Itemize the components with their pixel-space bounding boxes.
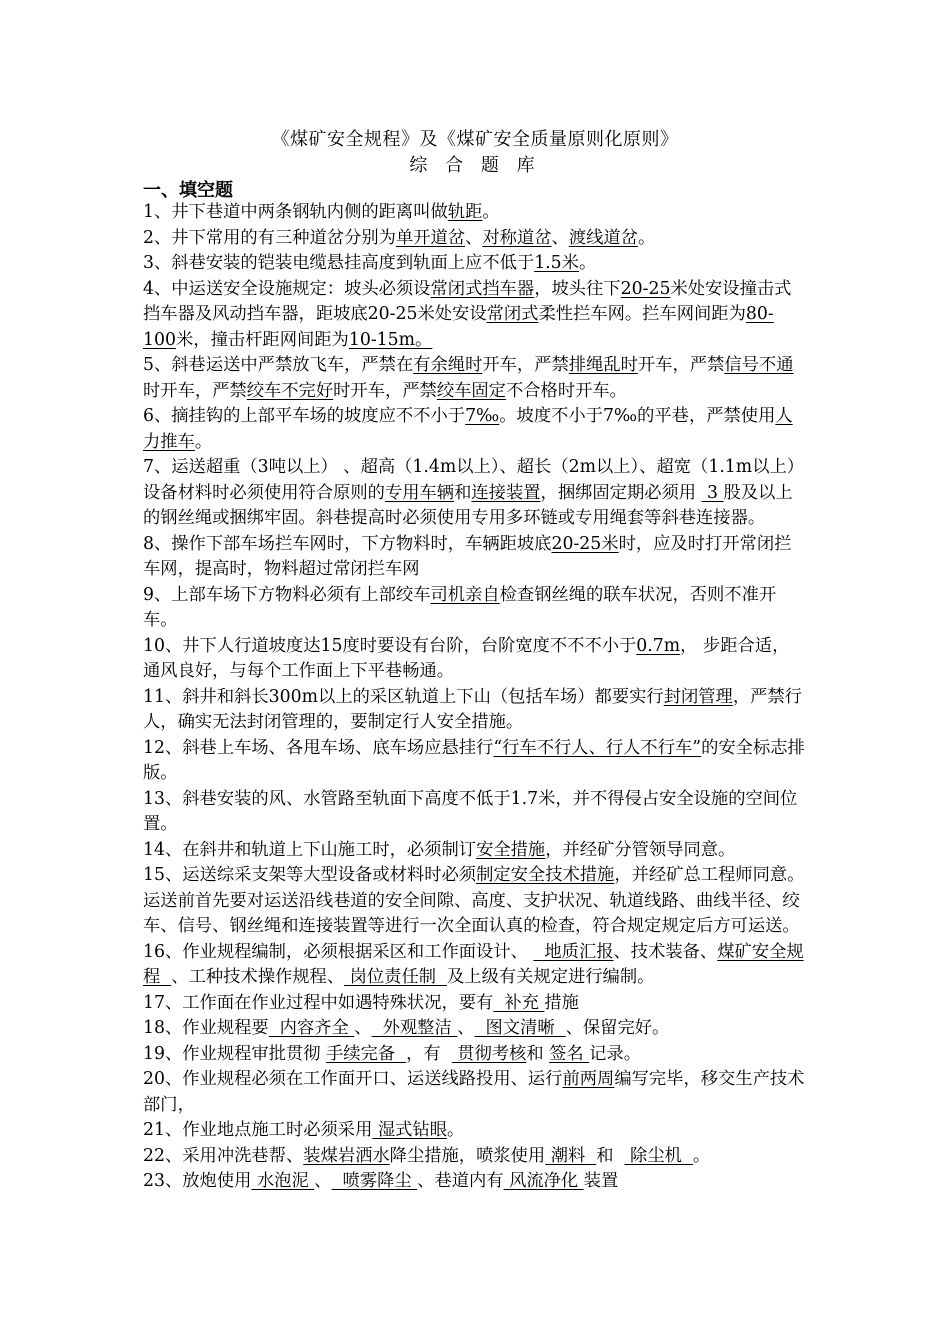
answer-blank: 单开道岔: [395, 227, 466, 248]
answer-blank: 信号不通: [724, 355, 794, 375]
answer-blank: “行车不行人、行人不行车”: [493, 737, 702, 758]
question-text: 3、斜巷安装的铠装电缆悬挂高度到轨面上应不低于: [143, 253, 535, 273]
question-text: 。: [194, 431, 213, 452]
question-item: [143, 863, 806, 940]
question-text: 、: [457, 1018, 475, 1038]
answer-blank: 专用车辆: [384, 482, 455, 503]
answer-blank: 封闭管理: [663, 686, 733, 707]
answer-blank: 岗位责任制: [344, 967, 447, 987]
answer-blank: 对称道岔: [482, 227, 552, 248]
question-text: 、: [314, 1171, 332, 1191]
question-item: [143, 277, 806, 354]
question-text: 18、作业规程要: [143, 1018, 269, 1038]
question-text: 15、运送综采支架等大型设备或材料时必须: [143, 865, 477, 885]
answer-blank: 潮料: [545, 1145, 597, 1166]
question-text: 2、井下常用的有三种道岔分别为: [143, 227, 396, 248]
answer-blank: 签名: [549, 1043, 590, 1064]
answer-blank: 制定安全技术措施: [476, 865, 615, 885]
question-item: [143, 200, 806, 226]
question-text: 开车，严禁: [482, 355, 569, 375]
answer-blank: 外观整洁: [371, 1018, 458, 1038]
question-text: 、巷道内有: [417, 1171, 504, 1191]
question-item: [143, 251, 806, 277]
question-text: 编写完毕，移交生产技术部门，: [143, 1069, 805, 1115]
question-item: [143, 455, 806, 532]
answer-blank: 喷雾降尘: [331, 1171, 418, 1191]
question-item: [143, 787, 806, 838]
question-item: [143, 1067, 806, 1118]
question-text: 20、作业规程必须在工作面开口、运送线路投用、运行: [143, 1069, 563, 1089]
question-item: [143, 838, 806, 864]
question-text: 、: [354, 1018, 372, 1038]
answer-blank: 连接装置: [471, 482, 541, 503]
question-text: ，捆绑固定期必须用: [540, 482, 702, 503]
question-text: 装置: [583, 1171, 619, 1191]
answer-blank: 常闭式: [486, 304, 539, 324]
question-text: 柔性拦车网。拦车网间距为: [538, 304, 746, 324]
question-text: 23、放炮使用: [143, 1171, 252, 1191]
document-subtitle: 综 合 题 库: [409, 155, 541, 176]
question-text: 检查钢丝绳的联车状况，否则不准开车。: [143, 584, 777, 630]
question-item: [143, 685, 806, 736]
answer-blank: 绞车不完好: [246, 380, 334, 401]
question-text: 1、井下巷道中两条钢轨内侧的距离叫做: [143, 202, 448, 222]
answer-blank: 轨距: [447, 202, 483, 222]
question-item: [143, 1169, 806, 1195]
question-text: 、: [551, 227, 569, 248]
question-text: 时开车，严禁: [333, 380, 437, 401]
answer-blank: 3: [701, 482, 724, 503]
question-item: [143, 404, 806, 455]
question-text: 记录。: [589, 1043, 642, 1064]
question-text: 6、摘挂钩的上部平车场的坡度应不不小于: [143, 406, 466, 426]
question-text: 。: [692, 1145, 711, 1166]
question-text: 开车，严禁: [637, 355, 725, 375]
answer-blank: 除尘机: [624, 1145, 693, 1166]
question-text: 。: [482, 202, 500, 222]
answer-blank: 常闭式挡车器: [430, 278, 535, 299]
question-text: 、技术装备、: [613, 941, 718, 962]
answer-blank: 图文清晰: [474, 1018, 566, 1038]
question-text: 、工种技术操作规程、: [171, 967, 345, 987]
question-text: 。: [447, 1120, 465, 1140]
answer-blank: 内容齐全: [268, 1018, 355, 1038]
question-text: 17、工作面在作业过程中如遇特殊状况，要有: [143, 992, 494, 1013]
question-text: 及上级有关规定进行编制。: [447, 967, 655, 987]
question-text: 措施: [544, 992, 579, 1013]
question-item: [143, 583, 806, 634]
question-item: [143, 532, 806, 583]
answer-blank: 前两周: [562, 1069, 615, 1089]
question-text: ，有: [406, 1043, 452, 1064]
answer-blank: 装煤岩洒水: [303, 1145, 390, 1166]
answer-blank: 渡线道岔: [568, 227, 638, 248]
question-text: 7、运送超重（3吨以上） 、超高（1.4m以上）、超长（2m以上）、超宽（1.1m以上）设备材料时必须使用符合原则的: [143, 457, 805, 503]
question-item: [143, 736, 806, 787]
question-item: [143, 1016, 806, 1042]
question-text: 21、作业地点施工时必须采用: [143, 1120, 373, 1140]
question-text: 。坡度不小于7‰的平巷，严禁使用: [499, 406, 776, 426]
answer-blank: 0.7m: [636, 635, 681, 656]
question-text: ，并经矿总工程师同意。运送前首先要对运送沿线巷道的安全间隙、高度、支护状况、轨道线路、曲线半径、绞车、信号、钢丝绳和连接装置等进行一次全面认真的检查，符合规定规定后方可运送。: [143, 865, 805, 936]
question-text: 13、斜巷安装的风、水管路至轨面下高度不低于1.7米，并不得侵占安全设施的空间位置。: [143, 788, 798, 834]
answer-blank: 司机亲自: [430, 584, 500, 605]
question-text: 米处安设撞击式挡车器及风动挡车器，距坡底20-25米处安设: [143, 278, 792, 324]
question-text: 22、采用冲洗巷帮、: [143, 1145, 304, 1166]
question-text: 时，应及时打开常闭拦车网，提高时，物料超过常闭拦车网: [143, 533, 792, 579]
answer-blank: 80-100: [143, 304, 774, 350]
question-item: [143, 1144, 806, 1170]
answer-blank: 10-15m。: [348, 329, 433, 350]
question-text: 米，撞击杆距网间距为: [176, 329, 349, 350]
question-text: 16、作业规程编制，必须根据采区和工作面设计、: [143, 941, 534, 962]
question-text: 19、作业规程审批贯彻: [143, 1043, 327, 1064]
answer-blank: 煤矿安全规程: [143, 941, 804, 987]
question-list: [143, 200, 806, 1195]
question-item: [143, 1042, 806, 1068]
question-text: 8、操作下部车场拦车网时，下方物料时，车辆距坡底: [143, 533, 552, 554]
answer-blank: 安全措施: [476, 839, 546, 860]
question-text: ，严禁行人，确实无法封闭管理的，要制定行人安全措施。: [143, 686, 802, 732]
answer-blank: 手续完备: [326, 1043, 407, 1064]
question-text: 5、斜巷运送中严禁放飞车，严禁在: [143, 355, 414, 375]
question-text: 的安全标志排版。: [143, 737, 805, 783]
question-text: 和: [596, 1145, 625, 1166]
question-text: 股及以上的钢丝绳或捆绑牢固。斜巷提高时必须使用专用多环链或专用绳套等斜巷连接器。: [143, 482, 793, 528]
answer-blank: 20-25米: [551, 533, 619, 554]
question-item: [143, 226, 806, 252]
answer-blank: 1.5米: [534, 253, 579, 273]
section-heading: 一、填空题: [143, 180, 233, 201]
question-text: 14、在斜井和轨道上下山施工时，必须制订: [143, 839, 477, 860]
answer-blank: 水泡泥: [251, 1171, 315, 1191]
answer-blank: 人力推车: [143, 406, 793, 452]
question-text: ，坡头往下: [534, 278, 621, 299]
answer-blank: 地质汇报: [533, 941, 614, 962]
question-item: [143, 634, 806, 685]
question-text: 、保留完好。: [565, 1018, 670, 1038]
question-item: [143, 1118, 806, 1144]
question-text: 11、斜井和斜长300m以上的采区轨道上下山（包括车场）都要实行: [143, 686, 664, 707]
answer-blank: 20-25: [620, 278, 671, 299]
answer-blank: 风流净化: [503, 1171, 584, 1191]
question-text: ， 步距合适，通风良好，与每个工作面上下平巷畅通。: [143, 635, 790, 681]
question-text: 9、上部车场下方物料必须有上部绞车: [143, 584, 431, 605]
document-title: 《煤矿安全规程》及《煤矿安全质量原则化原则》: [271, 129, 679, 150]
question-item: [143, 353, 806, 404]
question-text: 、: [465, 227, 483, 248]
question-text: 10、井下人行道坡度达15度时要设有台阶，台阶宽度不不不小于: [143, 635, 637, 656]
question-text: 。: [637, 227, 656, 248]
question-text: 不合格时开车。: [505, 380, 627, 401]
answer-blank: 排绳乱时: [568, 355, 638, 375]
answer-blank: 补充: [493, 992, 545, 1013]
question-text: 。: [578, 253, 597, 273]
answer-blank: 绞车固定: [436, 380, 506, 401]
question-item: [143, 991, 806, 1017]
question-text: ，并经矿分管领导同意。: [545, 839, 736, 860]
question-text: 和: [454, 482, 472, 503]
answer-blank: 有余绳时: [413, 355, 483, 375]
answer-blank: 7‰: [465, 406, 500, 426]
question-text: 降尘措施，喷浆使用: [389, 1145, 546, 1166]
question-text: 时开车，严禁: [143, 380, 247, 401]
question-item: [143, 940, 806, 991]
answer-blank: 贯彻考核: [451, 1043, 527, 1064]
question-text: 12、斜巷上车场、各甩车场、底车场应悬挂行: [143, 737, 494, 758]
answer-blank: 湿式钻眼: [372, 1120, 447, 1140]
question-text: 4、中运送安全设施规定：坡头必须设: [143, 278, 431, 299]
question-text: 和: [526, 1043, 550, 1064]
